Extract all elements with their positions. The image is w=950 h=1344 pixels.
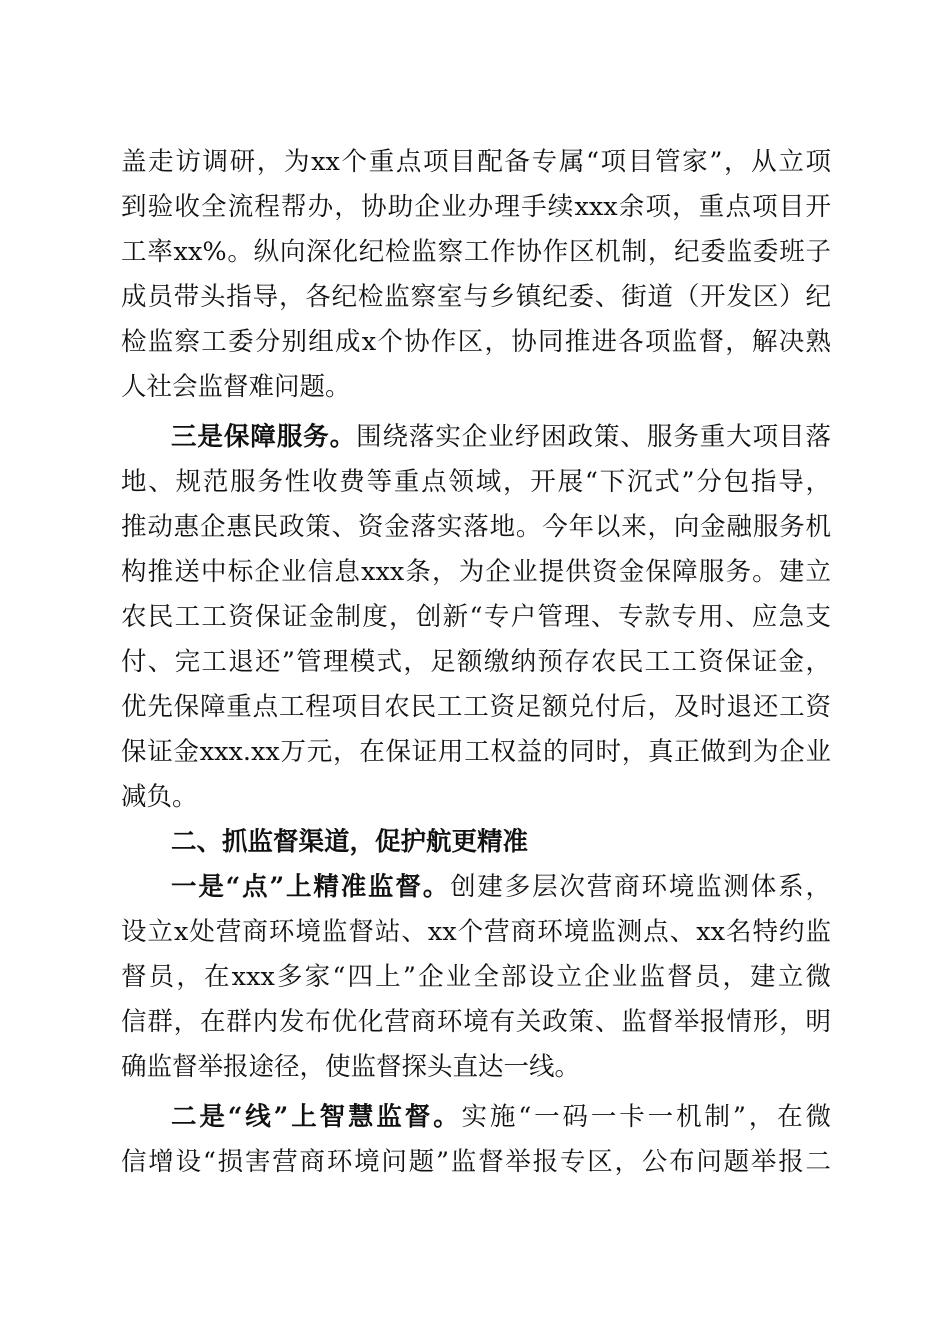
paragraph-2-line-4: 构推送中标企业信息xxx条，为企业提供资金保障服务。建立 xyxy=(121,557,831,587)
paragraph-1-line-2: 到验收全流程帮办，协助企业办理手续xxx余项，重点项目开 xyxy=(121,192,831,222)
paragraph-3-lead: 一是“点”上精准监督。 xyxy=(171,872,451,902)
paragraph-2-line-1 xyxy=(171,415,831,459)
section-heading: 二、抓监督渠道，促护航更精准 xyxy=(171,827,529,857)
paragraph-4-line-2: 信增设“损害营商环境问题”监督举报专区，公布问题举报二 xyxy=(121,1147,831,1177)
paragraph-2-line-3: 推动惠企惠民政策、资金落实落地。今年以来，向金融服务机 xyxy=(121,512,831,542)
paragraph-2-line-7: 优先保障重点工程项目农民工工资足额兑付后，及时退还工资 xyxy=(121,692,831,722)
paragraph-2-line-1-text: 围绕落实企业纾困政策、服务重大项目落 xyxy=(356,422,831,452)
paragraph-1-line-1: 盖走访调研，为xx个重点项目配备专属“项目管家”，从立项 xyxy=(121,147,831,177)
paragraph-2-line-8: 保证金xxx.xx万元，在保证用工权益的同时，真正做到为企业 xyxy=(121,737,831,767)
paragraph-3-line-3: 督员，在xxx多家“四上”企业全部设立企业监督员，建立微 xyxy=(121,962,831,992)
paragraph-3-line-1 xyxy=(171,865,831,909)
paragraph-1-line-6: 人社会监督难问题。 xyxy=(121,372,351,402)
paragraph-3-line-2: 设立x处营商环境监督站、xx个营商环境监测点、xx名特约监 xyxy=(121,917,831,947)
paragraph-2-lead: 三是保障服务。 xyxy=(171,422,357,452)
paragraph-2-line-9: 减负。 xyxy=(121,782,198,812)
paragraph-3-line-4: 信群，在群内发布优化营商环境有关政策、监督举报情形，明 xyxy=(121,1007,831,1037)
paragraph-3-line-5: 确监督举报途径，使监督探头直达一线。 xyxy=(121,1052,581,1082)
paragraph-2-line-5: 农民工工资保证金制度，创新“专户管理、专款专用、应急支 xyxy=(121,602,831,632)
paragraph-3-line-1-text: 创建多层次营商环境监测体系， xyxy=(450,872,831,902)
paragraph-4-lead: 二是“线”上智慧监督。 xyxy=(171,1102,462,1132)
paragraph-4-line-1 xyxy=(171,1095,831,1139)
paragraph-4-line-1-text: 实施“一码一卡一机制”，在微 xyxy=(461,1102,831,1132)
paragraph-2-line-6: 付、完工退还”管理模式，足额缴纳预存农民工工资保证金， xyxy=(121,647,831,677)
paragraph-1-line-4: 成员带头指导，各纪检监察室与乡镇纪委、街道（开发区）纪 xyxy=(121,282,831,312)
paragraph-2-line-2: 地、规范服务性收费等重点领域，开展“下沉式”分包指导， xyxy=(121,467,831,497)
paragraph-1-line-5: 检监察工委分别组成x个协作区，协同推进各项监督，解决熟 xyxy=(121,327,831,357)
paragraph-1-line-3: 工率xx%。纵向深化纪检监察工作协作区机制，纪委监委班子 xyxy=(121,237,831,267)
